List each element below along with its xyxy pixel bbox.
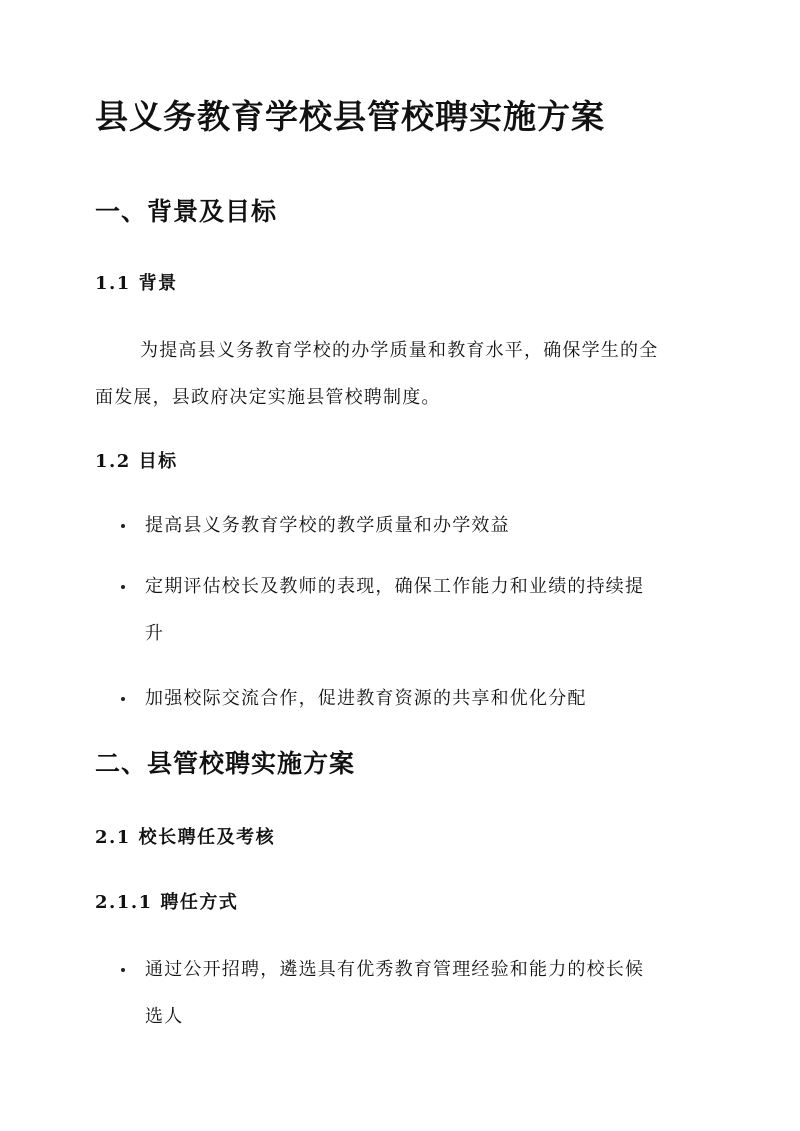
bullet-dot-icon — [121, 524, 125, 528]
subsubsection-heading-2-1-1: 2.1.1 聘任方式 — [95, 892, 239, 913]
paragraph-line: 为提高县义务教育学校的办学质量和教育水平，确保学生的全 — [140, 340, 659, 361]
paragraph-line: 面发展，县政府决定实施县管校聘制度。 — [95, 387, 441, 408]
document-title: 县义务教育学校县管校聘实施方案 — [95, 97, 605, 136]
list-item-text: 升 — [145, 623, 165, 644]
list-item-text: 选人 — [145, 1006, 184, 1027]
list-item-text: 提高县义务教育学校的教学质量和办学效益 — [145, 515, 510, 536]
list-item-text: 定期评估校长及教师的表现，确保工作能力和业绩的持续提 — [145, 576, 645, 597]
section-heading-1: 一、背景及目标 — [95, 197, 278, 226]
subsection-heading-1-1: 1.1 背景 — [95, 273, 178, 294]
bullet-dot-icon — [121, 697, 125, 701]
bullet-dot-icon — [121, 968, 125, 972]
subsection-heading-2-1: 2.1 校长聘任及考核 — [95, 827, 276, 848]
section-heading-2: 二、县管校聘实施方案 — [95, 749, 356, 778]
bullet-dot-icon — [121, 585, 125, 589]
list-item-text: 通过公开招聘，遴选具有优秀教育管理经验和能力的校长候 — [145, 959, 645, 980]
subsection-heading-1-2: 1.2 目标 — [95, 451, 178, 472]
list-item-text: 加强校际交流合作，促进教育资源的共享和优化分配 — [145, 688, 587, 709]
